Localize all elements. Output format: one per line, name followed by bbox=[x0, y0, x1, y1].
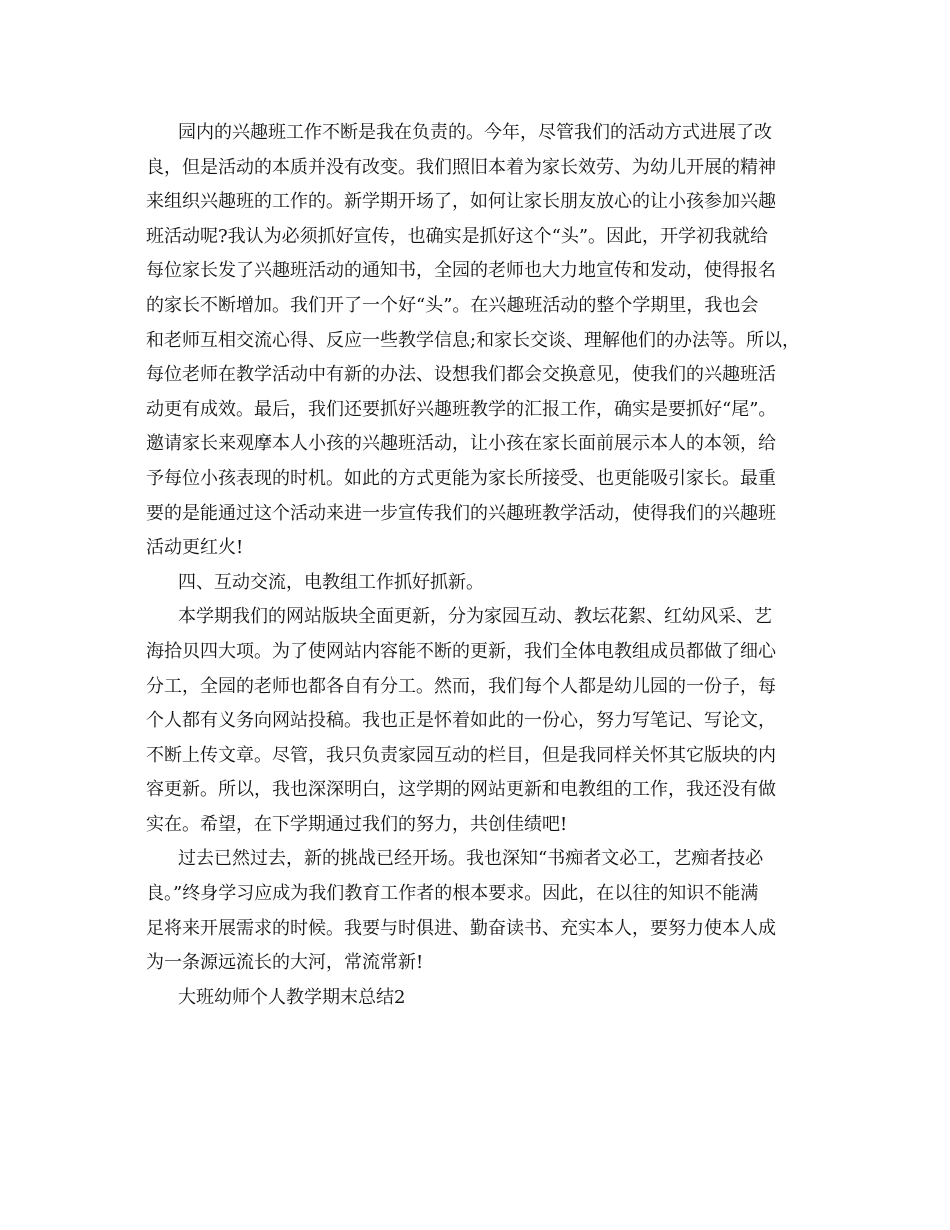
text-line: 和老师互相交流心得、反应一些教学信息;和家长交谈、理解他们的办法等。所以， bbox=[146, 329, 801, 351]
text-line: 足将来开展需求的时候。我要与时俱进、勤奋读书、充实本人，要努力使本人成 bbox=[146, 917, 776, 939]
text-line: 班活动呢?我认为必须抓好宣传，也确实是抓好这个“头”。因此，开学初我就给 bbox=[146, 225, 769, 247]
text-line: 良。”终身学习应成为我们教育工作者的根本要求。因此，在以往的知识不能满 bbox=[146, 883, 759, 905]
text-line: 为一条源远流长的大河，常流常新! bbox=[146, 952, 424, 974]
text-line: 分工，全园的老师也都各自有分工。然而，我们每个人都是幼儿园的一份子，每 bbox=[146, 675, 776, 697]
text-line: 每位家长发了兴趣班活动的通知书，全园的老师也大力地宣传和发动，使得报名 bbox=[146, 260, 776, 282]
text-line: 实在。希望，在下学期通过我们的努力，共创佳绩吧! bbox=[146, 813, 568, 835]
text-line: 动更有成效。最后，我们还要抓好兴趣班教学的汇报工作，确实是要抓好“尾”。 bbox=[146, 398, 777, 420]
text-line: 个人都有义务向网站投稿。我也正是怀着如此的一份心，努力写笔记、写论文， bbox=[146, 710, 776, 732]
text-line: 不断上传文章。尽管，我只负责家园互动的栏目，但是我同样关怀其它版块的内 bbox=[146, 744, 776, 766]
text-line: 过去已然过去，新的挑战已经开场。我也深知“书痴者文必工，艺痴者技必 bbox=[178, 848, 764, 870]
text-line: 要的是能通过这个活动来进一步宣传我们的兴趣班教学活动，使得我们的兴趣班 bbox=[146, 502, 776, 524]
text-line: 容更新。所以，我也深深明白，这学期的网站更新和电教组的工作，我还没有做 bbox=[146, 779, 776, 801]
text-line: 良，但是活动的本质并没有改变。我们照旧本着为家长效劳、为幼儿开展的精神 bbox=[146, 156, 776, 178]
text-line: 予每位小孩表现的时机。如此的方式更能为家长所接受、也更能吸引家长。最重 bbox=[146, 467, 776, 489]
text-line: 的家长不断增加。我们开了一个好“头”。在兴趣班活动的整个学期里，我也会 bbox=[146, 294, 759, 316]
text-line: 本学期我们的网站版块全面更新，分为家园互动、教坛花絮、红幼风采、艺 bbox=[178, 606, 772, 628]
document-body bbox=[146, 116, 826, 1015]
text-line: 园内的兴趣班工作不断是我在负责的。今年，尽管我们的活动方式进展了改 bbox=[178, 122, 772, 143]
text-line: 活动更红火! bbox=[146, 537, 244, 559]
text-line: 海拾贝四大项。为了使网站内容能不断的更新，我们全体电教组成员都做了细心 bbox=[146, 640, 776, 662]
next-section-title: 大班幼师个人教学期末总结2 bbox=[178, 986, 406, 1008]
text-line: 邀请家长来观摩本人小孩的兴趣班活动，让小孩在家长面前展示本人的本领，给 bbox=[146, 433, 776, 455]
text-line: 每位老师在教学活动中有新的办法、设想我们都会交换意见，使我们的兴趣班活 bbox=[146, 364, 776, 386]
section-heading: 四、互动交流，电教组工作抓好抓新。 bbox=[178, 571, 484, 593]
text-line: 来组织兴趣班的工作的。新学期开场了，如何让家长朋友放心的让小孩参加兴趣 bbox=[146, 191, 776, 213]
